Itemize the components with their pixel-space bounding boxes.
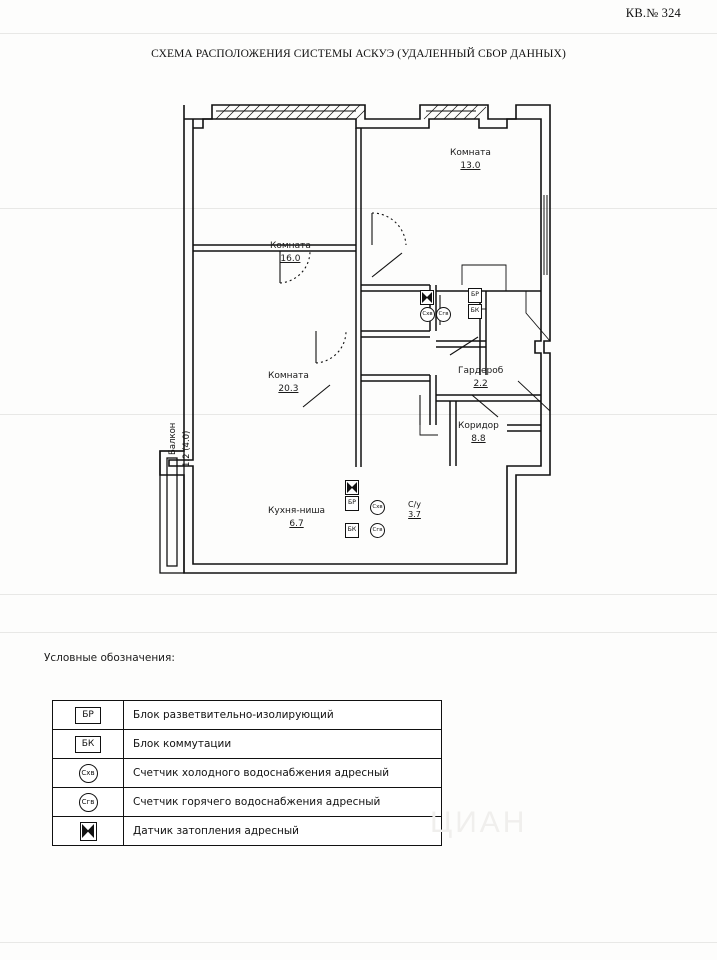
- room-label-balkon-area: 1.2 (4.0): [182, 430, 192, 467]
- legend-symbol-flood-sensor: [53, 817, 124, 845]
- branch-block-icon-1: БР: [468, 288, 482, 303]
- legend-symbol-br: [53, 701, 124, 729]
- room-label-koridor: Коридор 8.8: [458, 421, 499, 444]
- legend-title: Условные обозначения:: [44, 652, 175, 664]
- legend-label: Счетчик горячего водоснабжения адресный: [133, 796, 381, 808]
- legend-symbol-cold-meter: [53, 759, 124, 787]
- legend-row: [53, 730, 441, 759]
- room-label-balkon: Балкон: [168, 422, 178, 455]
- hot-water-meter-icon-1: Сгв: [436, 307, 451, 322]
- legend-label: Датчик затопления адресный: [133, 825, 299, 837]
- branch-block-icon-2: БР: [345, 496, 359, 511]
- floor-plan-drawing: [120, 95, 600, 595]
- room-label-kuhnya-nisha: Кухня-ниша 6.7: [268, 506, 326, 529]
- room-label-komnata-13: Комната 13.0: [450, 148, 491, 171]
- flood-sensor-icon: [80, 822, 97, 841]
- legend-row: [53, 788, 441, 817]
- flood-sensor-icon-1: [420, 290, 434, 305]
- floor-plan: [120, 95, 600, 595]
- room-label-komnata-20: Комната 20.3: [268, 371, 309, 394]
- page-title: СХЕМА РАСПОЛОЖЕНИЯ СИСТЕМЫ АСКУЭ (УДАЛЕННЫЙ СБОР ДАННЫХ): [151, 48, 566, 60]
- hot-water-meter-icon: Сгв: [79, 793, 98, 812]
- legend-row: [53, 701, 441, 730]
- legend-label: Блок коммутации: [133, 738, 232, 750]
- room-label-sanuzel: С/у 3.7: [408, 500, 422, 519]
- cold-water-meter-icon: Схв: [79, 764, 98, 783]
- legend-label: Счетчик холодного водоснабжения адресный: [133, 767, 390, 779]
- hot-water-meter-icon-2: Сгв: [370, 523, 385, 538]
- room-label-garderob: Гардероб 2.2: [458, 366, 504, 389]
- branch-block-icon: БР: [75, 707, 101, 724]
- scan-line: [0, 33, 717, 34]
- cold-water-meter-icon-1: Схв: [420, 307, 435, 322]
- legend-symbol-hot-meter: [53, 788, 124, 816]
- apartment-number: КВ.№ 324: [625, 6, 681, 20]
- scan-line: [0, 942, 717, 943]
- legend-row: [53, 817, 441, 846]
- watermark: ЦИАН: [430, 806, 528, 839]
- switch-block-icon-2: БК: [345, 523, 359, 538]
- legend-row: [53, 759, 441, 788]
- switch-block-icon: БК: [75, 736, 101, 753]
- switch-block-icon-1: БК: [468, 304, 482, 319]
- flood-sensor-icon-2: [345, 480, 359, 495]
- room-label-komnata-16: Комната 16.0: [270, 241, 311, 264]
- scan-line: [0, 632, 717, 633]
- legend-label: Блок разветвительно-изолирующий: [133, 709, 334, 721]
- cold-water-meter-icon-2: Схв: [370, 500, 385, 515]
- legend-symbol-bk: [53, 730, 124, 758]
- legend-table: [52, 700, 442, 846]
